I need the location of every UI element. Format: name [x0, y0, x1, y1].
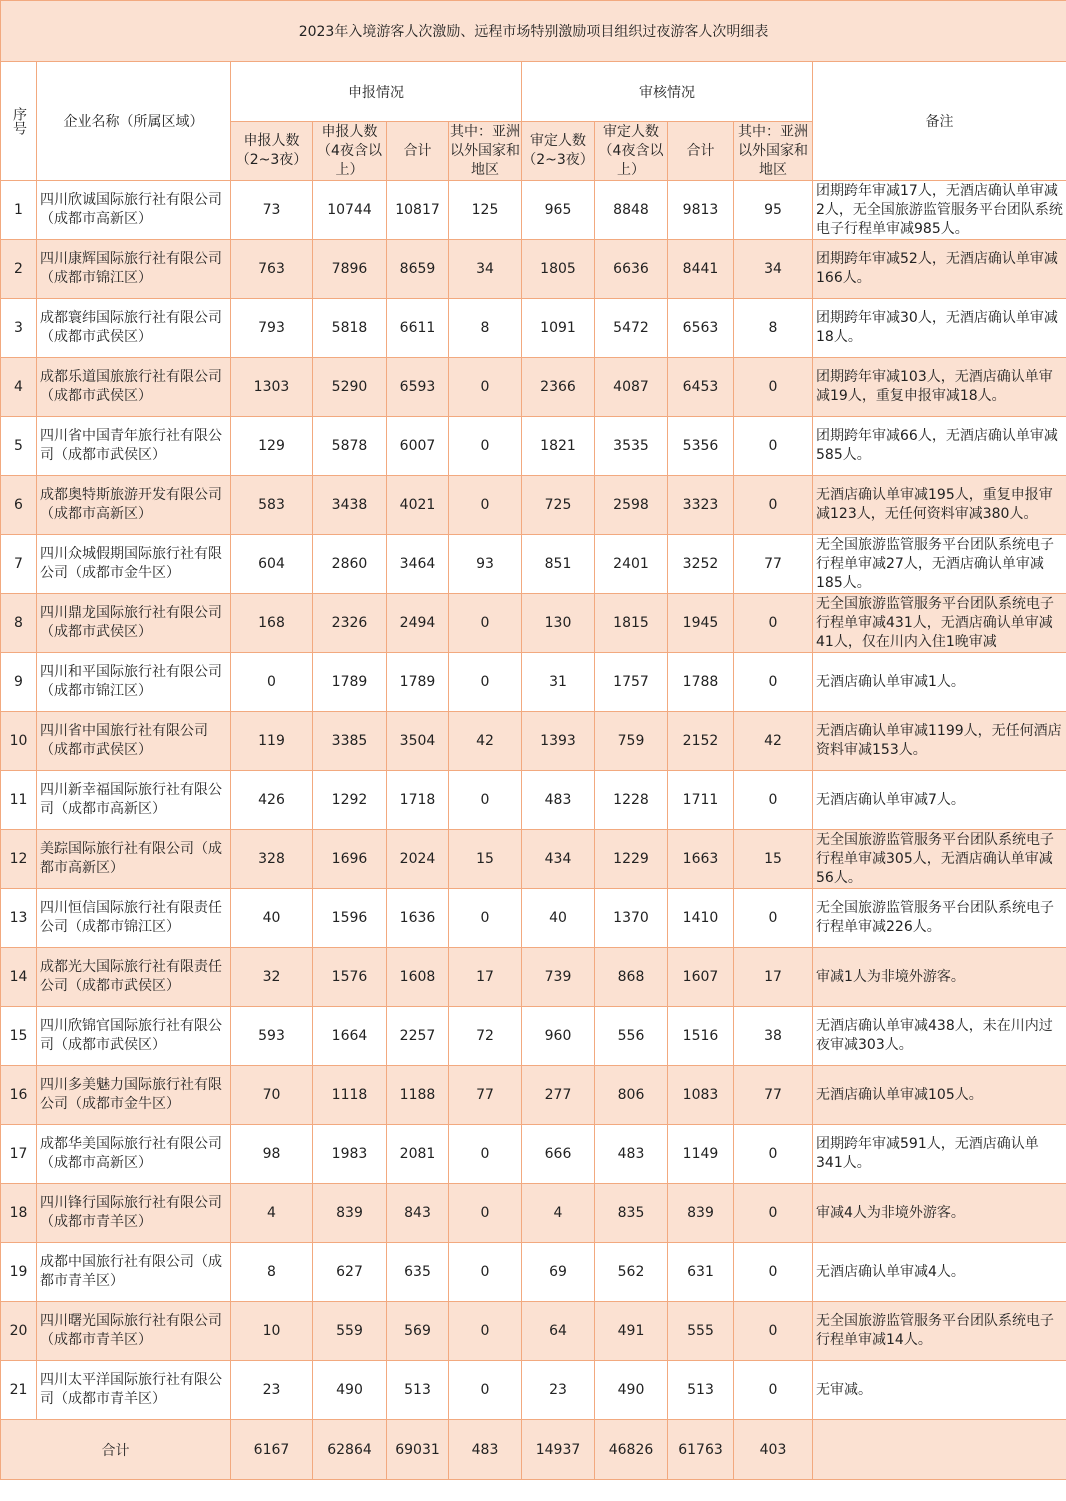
row-value-a4: 0 [734, 417, 813, 476]
row-value-a1: 725 [522, 476, 595, 535]
header-audit-col: 审定人数（2~3夜） [522, 122, 595, 181]
row-value-a2: 491 [595, 1302, 668, 1361]
table-row [1, 476, 1066, 535]
row-note-cell [813, 476, 1066, 535]
table-row [1, 358, 1066, 417]
total-value-r3: 69031 [387, 1420, 449, 1480]
row-company: 成都乐道国旅旅行社有限公司（成都市武侯区） [37, 358, 231, 417]
row-value-r4: 93 [449, 535, 522, 594]
row-company: 四川太平洋国际旅行社有限公司（成都市青羊区） [37, 1361, 231, 1420]
row-value-a1: 851 [522, 535, 595, 594]
row-company: 四川欣诚国际旅行社有限公司（成都市高新区） [37, 181, 231, 240]
row-value-a2: 8848 [595, 181, 668, 240]
row-seq: 7 [1, 535, 37, 594]
row-value-r4: 77 [449, 1066, 522, 1125]
row-value-r3: 2494 [387, 594, 449, 653]
row-value-r3: 4021 [387, 476, 449, 535]
row-value-a3: 1711 [668, 771, 734, 830]
row-value-a2: 483 [595, 1125, 668, 1184]
row-value-a3: 6453 [668, 358, 734, 417]
row-value-r1: 73 [231, 181, 313, 240]
row-value-r1: 32 [231, 948, 313, 1007]
row-value-r2: 3438 [313, 476, 387, 535]
row-value-a1: 2366 [522, 358, 595, 417]
row-value-a4: 17 [734, 948, 813, 1007]
row-value-r1: 98 [231, 1125, 313, 1184]
row-note-cell [813, 358, 1066, 417]
row-note-cell [813, 712, 1066, 771]
header-audit-group: 审核情况 [522, 62, 813, 122]
table-row [1, 535, 1066, 594]
total-note [813, 1420, 1066, 1480]
row-value-a1: 739 [522, 948, 595, 1007]
row-value-r2: 5818 [313, 299, 387, 358]
row-note-cell [813, 1007, 1066, 1066]
row-value-r4: 0 [449, 417, 522, 476]
row-value-a1: 483 [522, 771, 595, 830]
row-value-r4: 0 [449, 358, 522, 417]
total-value-a1: 14937 [522, 1420, 595, 1480]
row-company: 四川和平国际旅行社有限公司（成都市锦江区） [37, 653, 231, 712]
row-value-a2: 6636 [595, 240, 668, 299]
table-row [1, 771, 1066, 830]
row-value-r2: 2860 [313, 535, 387, 594]
table-row [1, 1361, 1066, 1420]
row-value-a3: 8441 [668, 240, 734, 299]
row-value-r1: 23 [231, 1361, 313, 1420]
row-company: 四川欣锦官国际旅行社有限公司（成都市武侯区） [37, 1007, 231, 1066]
row-value-r4: 42 [449, 712, 522, 771]
row-company: 四川省中国旅行社有限公司（成都市武侯区） [37, 712, 231, 771]
row-note: 无全国旅游监管服务平台团队系统电子行程单审减27人，无酒店确认单审减185人。 [816, 536, 1054, 591]
row-value-a3: 1607 [668, 948, 734, 1007]
row-value-r1: 1303 [231, 358, 313, 417]
header-seq: 序号 [1, 62, 37, 181]
row-note: 团期跨年审减17人，无酒店确认单审减2人，无全国旅游监管服务平台团队系统电子行程单审减985人。 [816, 182, 1063, 237]
row-value-a4: 0 [734, 653, 813, 712]
row-value-a1: 40 [522, 889, 595, 948]
row-note: 无酒店确认单审减1199人，无任何酒店资料审减153人。 [816, 723, 1062, 758]
row-value-r1: 4 [231, 1184, 313, 1243]
table-row [1, 1302, 1066, 1361]
row-value-r4: 15 [449, 830, 522, 889]
row-value-r4: 0 [449, 1243, 522, 1302]
row-value-r2: 559 [313, 1302, 387, 1361]
row-value-r1: 793 [231, 299, 313, 358]
row-value-r3: 1718 [387, 771, 449, 830]
row-value-r3: 1188 [387, 1066, 449, 1125]
row-value-a4: 15 [734, 830, 813, 889]
row-value-r1: 426 [231, 771, 313, 830]
row-seq: 3 [1, 299, 37, 358]
row-value-r3: 569 [387, 1302, 449, 1361]
row-note: 团期跨年审减591人，无酒店确认单341人。 [816, 1136, 1039, 1171]
row-value-r4: 72 [449, 1007, 522, 1066]
row-seq: 11 [1, 771, 37, 830]
total-value-a4: 403 [734, 1420, 813, 1480]
row-note: 无酒店确认单审减1人。 [816, 673, 965, 690]
row-value-r3: 3464 [387, 535, 449, 594]
row-note-cell [813, 240, 1066, 299]
row-value-r3: 2257 [387, 1007, 449, 1066]
row-value-a1: 23 [522, 1361, 595, 1420]
row-value-a3: 555 [668, 1302, 734, 1361]
row-seq: 15 [1, 1007, 37, 1066]
row-value-a2: 3535 [595, 417, 668, 476]
header-note: 备注 [813, 62, 1066, 181]
row-value-r4: 17 [449, 948, 522, 1007]
row-note: 团期跨年审减52人，无酒店确认单审减166人。 [816, 251, 1058, 286]
row-value-r3: 843 [387, 1184, 449, 1243]
row-value-a3: 2152 [668, 712, 734, 771]
row-value-r4: 0 [449, 653, 522, 712]
row-note: 无全国旅游监管服务平台团队系统电子行程单审减305人，无酒店确认单审减56人。 [816, 831, 1054, 886]
row-value-r4: 0 [449, 889, 522, 948]
row-note: 无酒店确认单审减438人，未在川内过夜审减303人。 [816, 1018, 1053, 1053]
row-value-a2: 562 [595, 1243, 668, 1302]
row-value-r4: 34 [449, 240, 522, 299]
row-value-a1: 1805 [522, 240, 595, 299]
row-company: 成都寰纬国际旅行社有限公司（成都市武侯区） [37, 299, 231, 358]
row-seq: 17 [1, 1125, 37, 1184]
row-value-r4: 0 [449, 1361, 522, 1420]
row-value-r2: 1292 [313, 771, 387, 830]
row-seq: 14 [1, 948, 37, 1007]
row-value-a2: 1815 [595, 594, 668, 653]
row-value-r2: 1118 [313, 1066, 387, 1125]
table-row [1, 830, 1066, 889]
row-value-a3: 1663 [668, 830, 734, 889]
row-seq: 8 [1, 594, 37, 653]
row-value-a3: 3323 [668, 476, 734, 535]
row-note: 无酒店确认单审减4人。 [816, 1263, 965, 1280]
row-value-a4: 0 [734, 476, 813, 535]
row-value-r1: 0 [231, 653, 313, 712]
row-value-a1: 1091 [522, 299, 595, 358]
row-value-a3: 1149 [668, 1125, 734, 1184]
row-value-a3: 1083 [668, 1066, 734, 1125]
row-note: 团期跨年审减66人，无酒店确认单审减585人。 [816, 428, 1058, 463]
table-row [1, 240, 1066, 299]
row-note-cell [813, 417, 1066, 476]
row-seq: 4 [1, 358, 37, 417]
row-seq: 18 [1, 1184, 37, 1243]
total-value-a2: 46826 [595, 1420, 668, 1480]
row-value-r3: 635 [387, 1243, 449, 1302]
row-value-a4: 0 [734, 1125, 813, 1184]
row-value-r2: 5290 [313, 358, 387, 417]
table-row [1, 299, 1066, 358]
row-company: 四川省中国青年旅行社有限公司（成都市武侯区） [37, 417, 231, 476]
row-seq: 21 [1, 1361, 37, 1420]
row-value-a3: 839 [668, 1184, 734, 1243]
row-note: 无全国旅游监管服务平台团队系统电子行程单审减14人。 [816, 1313, 1054, 1348]
row-value-a4: 42 [734, 712, 813, 771]
row-value-a4: 0 [734, 594, 813, 653]
row-value-r2: 5878 [313, 417, 387, 476]
row-value-a4: 8 [734, 299, 813, 358]
table-row [1, 712, 1066, 771]
row-value-a2: 1229 [595, 830, 668, 889]
table-row [1, 1125, 1066, 1184]
row-note: 无全国旅游监管服务平台团队系统电子行程单审减431人，无酒店确认单审减41人，仅在川内入住1晚审减 [816, 595, 1054, 650]
row-company: 四川恒信国际旅行社有限责任公司（成都市锦江区） [37, 889, 231, 948]
row-value-a1: 64 [522, 1302, 595, 1361]
row-note: 团期跨年审减103人，无酒店确认单审减19人，重复申报审减18人。 [816, 369, 1053, 404]
total-label: 合计 [1, 1420, 231, 1480]
row-value-r2: 1789 [313, 653, 387, 712]
row-value-a4: 77 [734, 535, 813, 594]
row-value-a4: 0 [734, 1302, 813, 1361]
table-row [1, 1243, 1066, 1302]
row-value-r1: 593 [231, 1007, 313, 1066]
row-seq: 19 [1, 1243, 37, 1302]
table-row [1, 1066, 1066, 1125]
row-value-a3: 1410 [668, 889, 734, 948]
row-value-a2: 2401 [595, 535, 668, 594]
row-value-a3: 6563 [668, 299, 734, 358]
total-value-r2: 62864 [313, 1420, 387, 1480]
row-value-a2: 759 [595, 712, 668, 771]
row-value-r1: 168 [231, 594, 313, 653]
row-seq: 6 [1, 476, 37, 535]
row-note-cell [813, 771, 1066, 830]
row-value-a4: 0 [734, 1243, 813, 1302]
row-value-a2: 1228 [595, 771, 668, 830]
row-value-r2: 7896 [313, 240, 387, 299]
row-value-a1: 1393 [522, 712, 595, 771]
row-value-r3: 3504 [387, 712, 449, 771]
row-value-a3: 1945 [668, 594, 734, 653]
row-value-a4: 0 [734, 1361, 813, 1420]
row-seq: 9 [1, 653, 37, 712]
row-value-r4: 0 [449, 1302, 522, 1361]
row-value-r1: 10 [231, 1302, 313, 1361]
row-note-cell [813, 1184, 1066, 1243]
row-value-r4: 125 [449, 181, 522, 240]
row-company: 美踪国际旅行社有限公司（成都市高新区） [37, 830, 231, 889]
row-value-a1: 31 [522, 653, 595, 712]
row-note: 无酒店确认单审减195人，重复申报审减123人，无任何资料审减380人。 [816, 487, 1053, 522]
row-value-r2: 1596 [313, 889, 387, 948]
header-report-col: 其中：亚洲以外国家和地区 [449, 122, 522, 181]
row-value-r1: 583 [231, 476, 313, 535]
row-company: 四川新幸福国际旅行社有限公司（成都市高新区） [37, 771, 231, 830]
row-value-a4: 38 [734, 1007, 813, 1066]
row-value-r2: 1664 [313, 1007, 387, 1066]
row-note: 团期跨年审减30人，无酒店确认单审减18人。 [816, 310, 1058, 345]
row-value-r1: 763 [231, 240, 313, 299]
row-note-cell [813, 1125, 1066, 1184]
row-company: 成都华美国际旅行社有限公司（成都市高新区） [37, 1125, 231, 1184]
header-report-group: 申报情况 [231, 62, 522, 122]
row-value-a3: 3252 [668, 535, 734, 594]
row-value-r2: 1696 [313, 830, 387, 889]
row-value-a3: 1788 [668, 653, 734, 712]
row-value-r1: 8 [231, 1243, 313, 1302]
row-note: 无酒店确认单审减7人。 [816, 791, 965, 808]
row-value-a2: 1370 [595, 889, 668, 948]
row-company: 成都中国旅行社有限公司（成都市青羊区） [37, 1243, 231, 1302]
header-report-col: 合计 [387, 122, 449, 181]
row-note-cell [813, 830, 1066, 889]
header-company: 企业名称（所属区域） [37, 62, 231, 181]
row-value-a1: 277 [522, 1066, 595, 1125]
row-value-a2: 5472 [595, 299, 668, 358]
header-report-col: 申报人数（4夜含以上） [313, 122, 387, 181]
row-note: 无全国旅游监管服务平台团队系统电子行程单审减226人。 [816, 900, 1054, 935]
table-title: 2023年入境游客人次激励、远程市场特别激励项目组织过夜游客人次明细表 [1, 1, 1066, 62]
row-value-r3: 6593 [387, 358, 449, 417]
header-audit-col: 审定人数（4夜含以上） [595, 122, 668, 181]
row-value-a1: 1821 [522, 417, 595, 476]
total-value-a3: 61763 [668, 1420, 734, 1480]
row-note-cell [813, 889, 1066, 948]
row-note-cell [813, 1066, 1066, 1125]
row-value-r1: 328 [231, 830, 313, 889]
row-note-cell [813, 653, 1066, 712]
row-value-r4: 0 [449, 1125, 522, 1184]
row-value-a3: 5356 [668, 417, 734, 476]
row-value-r1: 129 [231, 417, 313, 476]
table-row [1, 1007, 1066, 1066]
row-value-a1: 69 [522, 1243, 595, 1302]
row-seq: 16 [1, 1066, 37, 1125]
total-row [1, 1420, 1066, 1480]
row-value-a1: 666 [522, 1125, 595, 1184]
row-seq: 1 [1, 181, 37, 240]
row-value-r3: 2024 [387, 830, 449, 889]
table-row [1, 417, 1066, 476]
row-seq: 20 [1, 1302, 37, 1361]
row-note: 无酒店确认单审减105人。 [816, 1086, 983, 1103]
row-company: 成都奥特斯旅游开发有限公司（成都市高新区） [37, 476, 231, 535]
row-value-r2: 1576 [313, 948, 387, 1007]
row-value-a1: 130 [522, 594, 595, 653]
table-row [1, 594, 1066, 653]
row-note-cell [813, 535, 1066, 594]
row-value-r2: 1983 [313, 1125, 387, 1184]
row-value-a2: 868 [595, 948, 668, 1007]
row-value-r4: 8 [449, 299, 522, 358]
row-value-a2: 835 [595, 1184, 668, 1243]
row-value-r3: 1789 [387, 653, 449, 712]
row-value-a3: 1516 [668, 1007, 734, 1066]
row-seq: 13 [1, 889, 37, 948]
row-value-a2: 1757 [595, 653, 668, 712]
row-value-a2: 4087 [595, 358, 668, 417]
row-value-a2: 2598 [595, 476, 668, 535]
table-row [1, 948, 1066, 1007]
row-seq: 12 [1, 830, 37, 889]
row-seq: 2 [1, 240, 37, 299]
row-note-cell [813, 1302, 1066, 1361]
row-value-r3: 513 [387, 1361, 449, 1420]
row-value-a4: 0 [734, 358, 813, 417]
row-value-r3: 10817 [387, 181, 449, 240]
row-value-a4: 34 [734, 240, 813, 299]
row-value-r4: 0 [449, 476, 522, 535]
row-value-r2: 490 [313, 1361, 387, 1420]
row-value-a4: 0 [734, 1184, 813, 1243]
row-value-r2: 10744 [313, 181, 387, 240]
table-row [1, 181, 1066, 240]
row-note-cell [813, 181, 1066, 240]
row-company: 四川多美魅力国际旅行社有限公司（成都市金牛区） [37, 1066, 231, 1125]
row-value-a4: 77 [734, 1066, 813, 1125]
table-row [1, 653, 1066, 712]
row-company: 四川曙光国际旅行社有限公司（成都市青羊区） [37, 1302, 231, 1361]
row-seq: 5 [1, 417, 37, 476]
row-value-a3: 513 [668, 1361, 734, 1420]
row-value-a3: 631 [668, 1243, 734, 1302]
row-value-r3: 1636 [387, 889, 449, 948]
row-value-r3: 2081 [387, 1125, 449, 1184]
row-company: 成都光大国际旅行社有限责任公司（成都市武侯区） [37, 948, 231, 1007]
row-note: 无审减。 [816, 1381, 872, 1398]
row-note-cell [813, 1361, 1066, 1420]
total-value-r1: 6167 [231, 1420, 313, 1480]
row-value-r2: 3385 [313, 712, 387, 771]
header-audit-col: 其中：亚洲以外国家和地区 [734, 122, 813, 181]
header-report-col: 申报人数（2~3夜） [231, 122, 313, 181]
row-value-r3: 8659 [387, 240, 449, 299]
row-value-a4: 0 [734, 889, 813, 948]
row-value-r3: 6611 [387, 299, 449, 358]
table-row [1, 889, 1066, 948]
row-company: 四川众城假期国际旅行社有限公司（成都市金牛区） [37, 535, 231, 594]
row-value-a1: 434 [522, 830, 595, 889]
row-value-a2: 556 [595, 1007, 668, 1066]
row-value-r3: 1608 [387, 948, 449, 1007]
row-value-r2: 839 [313, 1184, 387, 1243]
row-value-a1: 965 [522, 181, 595, 240]
row-value-r1: 604 [231, 535, 313, 594]
row-value-r2: 627 [313, 1243, 387, 1302]
row-note: 审减4人为非境外游客。 [816, 1204, 965, 1221]
row-value-r1: 40 [231, 889, 313, 948]
table-row [1, 1184, 1066, 1243]
row-note: 审减1人为非境外游客。 [816, 968, 965, 985]
row-value-r1: 119 [231, 712, 313, 771]
row-seq: 10 [1, 712, 37, 771]
row-value-a3: 9813 [668, 181, 734, 240]
row-value-a1: 4 [522, 1184, 595, 1243]
row-company: 四川锋行国际旅行社有限公司（成都市青羊区） [37, 1184, 231, 1243]
row-value-r1: 70 [231, 1066, 313, 1125]
row-value-r4: 0 [449, 1184, 522, 1243]
row-value-a2: 806 [595, 1066, 668, 1125]
row-note-cell [813, 299, 1066, 358]
row-value-r4: 0 [449, 771, 522, 830]
total-value-r4: 483 [449, 1420, 522, 1480]
row-value-a1: 960 [522, 1007, 595, 1066]
row-value-r3: 6007 [387, 417, 449, 476]
row-value-r4: 0 [449, 594, 522, 653]
row-note-cell [813, 948, 1066, 1007]
row-note-cell [813, 1243, 1066, 1302]
row-value-a4: 95 [734, 181, 813, 240]
row-note-cell [813, 594, 1066, 653]
header-audit-col: 合计 [668, 122, 734, 181]
row-value-a4: 0 [734, 771, 813, 830]
row-value-a2: 490 [595, 1361, 668, 1420]
row-company: 四川鼎龙国际旅行社有限公司（成都市武侯区） [37, 594, 231, 653]
row-company: 四川康辉国际旅行社有限公司（成都市锦江区） [37, 240, 231, 299]
row-value-r2: 2326 [313, 594, 387, 653]
